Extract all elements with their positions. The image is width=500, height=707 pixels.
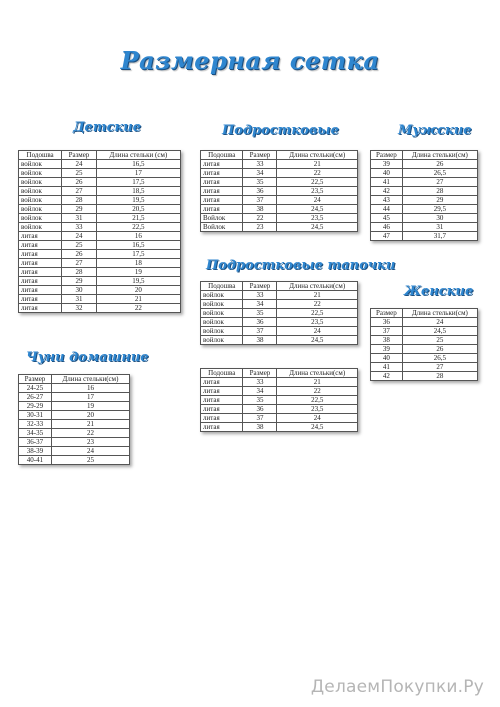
table-cell: 29 xyxy=(62,205,97,214)
table-cell: 20 xyxy=(51,411,129,420)
table-cell: 39 xyxy=(371,160,403,169)
table-row xyxy=(19,205,181,214)
table-cell: войлок xyxy=(19,169,62,178)
table-row xyxy=(371,187,478,196)
table-header-row xyxy=(201,369,358,378)
table-cell: 34 xyxy=(243,169,277,178)
section-title-men: Мужские xyxy=(398,123,472,138)
table-cell: литая xyxy=(19,304,62,313)
table-cell: Войлок xyxy=(201,214,243,223)
table-row xyxy=(371,160,478,169)
table-cell: 37 xyxy=(371,327,403,336)
table-row xyxy=(19,420,130,429)
table-cell: 29 xyxy=(402,196,477,205)
table-cell: 43 xyxy=(371,196,403,205)
table-cell: литая xyxy=(19,241,62,250)
table-cell: 22,5 xyxy=(277,309,358,318)
table-row xyxy=(201,387,358,396)
table-cell: 28 xyxy=(62,268,97,277)
women-table xyxy=(370,308,478,381)
table-cell: войлок xyxy=(201,300,243,309)
table-cell: 24 xyxy=(402,318,477,327)
table-cell: 24 xyxy=(62,160,97,169)
table-cell: литая xyxy=(201,196,243,205)
table-cell: 31 xyxy=(62,295,97,304)
table-cell: 18,5 xyxy=(96,187,180,196)
table-cell: 46 xyxy=(371,223,403,232)
table-row xyxy=(371,169,478,178)
section-title-teen-slippers: Подростковые тапочки xyxy=(206,258,396,273)
table-cell: 37 xyxy=(243,414,277,423)
table-cell: литая xyxy=(201,387,243,396)
table-row xyxy=(371,178,478,187)
table-cell: 26 xyxy=(62,178,97,187)
table-row xyxy=(19,384,130,393)
table-cell: 22 xyxy=(243,214,277,223)
table-row xyxy=(371,363,478,372)
table-cell: литая xyxy=(19,232,62,241)
table-cell: литая xyxy=(19,295,62,304)
table-cell: 24 xyxy=(277,196,358,205)
table-cell: 21 xyxy=(51,420,129,429)
table-cell: 26-27 xyxy=(19,393,52,402)
table-cell: войлок xyxy=(19,196,62,205)
table-cell: 20 xyxy=(96,286,180,295)
table-row xyxy=(19,169,181,178)
table-cell: 22 xyxy=(277,169,358,178)
table-cell: 21 xyxy=(96,295,180,304)
table-row xyxy=(19,402,130,411)
table-cell: 31 xyxy=(402,223,477,232)
table-row xyxy=(19,411,130,420)
table-cell: 29-29 xyxy=(19,402,52,411)
column-header: Размер xyxy=(19,375,52,384)
table-row xyxy=(371,327,478,336)
men-table xyxy=(370,150,478,241)
table-row xyxy=(201,318,358,327)
table-cell: Войлок xyxy=(201,223,243,232)
table-cell: 24,5 xyxy=(402,327,477,336)
table-cell: 31,7 xyxy=(402,232,477,241)
table-cell: 22 xyxy=(51,429,129,438)
table-cell: литая xyxy=(19,259,62,268)
table-cell: 42 xyxy=(371,372,403,381)
table-cell: 16 xyxy=(96,232,180,241)
table-header-row xyxy=(19,375,130,384)
section-title-teen: Подростковые xyxy=(222,123,339,138)
table-cell: 42 xyxy=(371,187,403,196)
table-cell: войлок xyxy=(201,336,243,345)
table-cell: 30 xyxy=(402,214,477,223)
table-cell: 41 xyxy=(371,363,403,372)
table-cell: 38 xyxy=(243,205,277,214)
column-header: Размер xyxy=(243,369,277,378)
table-cell: литая xyxy=(201,205,243,214)
table-header-row xyxy=(371,151,478,160)
table-cell: 29 xyxy=(62,277,97,286)
table-cell: 17 xyxy=(96,169,180,178)
table-cell: литая xyxy=(201,396,243,405)
table-cell: 23,5 xyxy=(277,214,358,223)
table-cell: 27 xyxy=(402,363,477,372)
table-cell: 40-41 xyxy=(19,456,52,465)
table-row xyxy=(19,250,181,259)
teen-slippers-felt-table xyxy=(200,281,358,345)
table-cell: литая xyxy=(201,160,243,169)
table-row xyxy=(371,223,478,232)
table-cell: 34 xyxy=(243,387,277,396)
table-cell: войлок xyxy=(19,223,62,232)
table-cell: 16,5 xyxy=(96,160,180,169)
table-row xyxy=(201,214,358,223)
table-cell: 32-33 xyxy=(19,420,52,429)
column-header: Размер xyxy=(62,151,97,160)
column-header: Длина стельки (см) xyxy=(96,151,180,160)
watermark: ДелаемПокупки.Ру xyxy=(310,677,484,697)
column-header: Подошва xyxy=(201,282,243,291)
table-row xyxy=(19,241,181,250)
table-cell: 33 xyxy=(243,291,277,300)
table-row xyxy=(19,259,181,268)
table-row xyxy=(201,187,358,196)
table-cell: 24 xyxy=(277,414,358,423)
table-cell: литая xyxy=(201,414,243,423)
teen-table xyxy=(200,150,358,232)
table-cell: 23,5 xyxy=(277,405,358,414)
table-cell: 23 xyxy=(51,438,129,447)
table-cell: 35 xyxy=(243,309,277,318)
table-cell: войлок xyxy=(19,178,62,187)
table-cell: 40 xyxy=(371,354,403,363)
table-cell: 22 xyxy=(96,304,180,313)
column-header: Размер xyxy=(243,151,277,160)
table-cell: литая xyxy=(19,268,62,277)
home-socks-table xyxy=(18,374,130,465)
table-row xyxy=(201,178,358,187)
table-cell: 25 xyxy=(51,456,129,465)
table-cell: войлок xyxy=(201,291,243,300)
table-row xyxy=(371,354,478,363)
table-cell: литая xyxy=(201,178,243,187)
table-row xyxy=(201,396,358,405)
table-row xyxy=(371,336,478,345)
page-title: Размерная сетка xyxy=(120,46,380,75)
table-row xyxy=(201,160,358,169)
table-cell: 28 xyxy=(402,187,477,196)
table-row xyxy=(19,268,181,277)
column-header: Длина стельки(см) xyxy=(277,282,358,291)
table-row xyxy=(201,300,358,309)
table-cell: войлок xyxy=(201,318,243,327)
table-cell: 22 xyxy=(277,387,358,396)
table-cell: 22,5 xyxy=(277,178,358,187)
table-cell: литая xyxy=(201,169,243,178)
table-cell: 38 xyxy=(371,336,403,345)
table-row xyxy=(19,438,130,447)
table-cell: 21 xyxy=(277,160,358,169)
column-header: Подошва xyxy=(201,151,243,160)
column-header: Длина стельки(см) xyxy=(51,375,129,384)
table-cell: литая xyxy=(201,405,243,414)
table-cell: 36-37 xyxy=(19,438,52,447)
table-cell: 36 xyxy=(243,318,277,327)
table-cell: войлок xyxy=(201,309,243,318)
table-cell: 24,5 xyxy=(277,336,358,345)
column-header: Длина стельки(см) xyxy=(402,309,477,318)
table-cell: 24 xyxy=(51,447,129,456)
table-cell: 25 xyxy=(62,241,97,250)
table-cell: войлок xyxy=(19,160,62,169)
table-cell: 34 xyxy=(243,300,277,309)
table-cell: 33 xyxy=(243,160,277,169)
table-cell: 23 xyxy=(243,223,277,232)
table-row xyxy=(19,286,181,295)
section-title-home-socks: Чуни домашние xyxy=(26,350,149,365)
column-header: Длина стельки(см) xyxy=(277,369,358,378)
table-cell: 24,5 xyxy=(277,223,358,232)
table-header-row xyxy=(371,309,478,318)
table-cell: 25 xyxy=(62,169,97,178)
table-cell: 26 xyxy=(402,345,477,354)
table-row xyxy=(371,196,478,205)
section-title-women: Женские xyxy=(404,284,474,299)
table-row xyxy=(371,205,478,214)
table-cell: 17 xyxy=(51,393,129,402)
column-header: Размер xyxy=(371,151,403,160)
table-row xyxy=(201,291,358,300)
table-cell: 36 xyxy=(243,405,277,414)
table-cell: 19,5 xyxy=(96,196,180,205)
table-cell: литая xyxy=(19,277,62,286)
table-cell: литая xyxy=(201,187,243,196)
table-cell: 45 xyxy=(371,214,403,223)
table-row xyxy=(201,309,358,318)
table-row xyxy=(19,187,181,196)
table-cell: 22,5 xyxy=(277,396,358,405)
table-row xyxy=(371,232,478,241)
column-header: Размер xyxy=(243,282,277,291)
teen-slippers-cast-table xyxy=(200,368,358,432)
table-cell: войлок xyxy=(19,205,62,214)
table-cell: 38-39 xyxy=(19,447,52,456)
table-cell: 24 xyxy=(277,327,358,336)
table-cell: литая xyxy=(201,378,243,387)
table-row xyxy=(201,205,358,214)
table-cell: 19,5 xyxy=(96,277,180,286)
table-row xyxy=(19,277,181,286)
table-cell: 36 xyxy=(371,318,403,327)
table-cell: 22 xyxy=(277,300,358,309)
table-row xyxy=(19,447,130,456)
table-row xyxy=(201,414,358,423)
table-cell: 24 xyxy=(62,232,97,241)
table-row xyxy=(19,223,181,232)
table-cell: 27 xyxy=(62,259,97,268)
table-cell: 27 xyxy=(402,178,477,187)
section-title-kids: Детские xyxy=(73,120,142,135)
table-cell: 19 xyxy=(51,402,129,411)
table-cell: 38 xyxy=(243,423,277,432)
table-row xyxy=(201,423,358,432)
table-cell: литая xyxy=(19,286,62,295)
table-cell: 36 xyxy=(243,187,277,196)
table-row xyxy=(201,378,358,387)
table-row xyxy=(201,405,358,414)
table-cell: 26 xyxy=(62,250,97,259)
table-cell: литая xyxy=(19,250,62,259)
table-cell: 27 xyxy=(62,187,97,196)
table-row xyxy=(201,223,358,232)
table-cell: 24-25 xyxy=(19,384,52,393)
table-cell: войлок xyxy=(19,214,62,223)
table-cell: 33 xyxy=(243,378,277,387)
table-header-row xyxy=(19,151,181,160)
table-cell: 29,5 xyxy=(402,205,477,214)
table-cell: литая xyxy=(201,423,243,432)
table-cell: 35 xyxy=(243,396,277,405)
table-cell: 19 xyxy=(96,268,180,277)
table-cell: 16 xyxy=(51,384,129,393)
table-row xyxy=(201,327,358,336)
table-cell: 22,5 xyxy=(96,223,180,232)
table-cell: войлок xyxy=(201,327,243,336)
table-row xyxy=(19,304,181,313)
table-cell: 37 xyxy=(243,196,277,205)
table-row xyxy=(19,456,130,465)
table-cell: 40 xyxy=(371,169,403,178)
table-header-row xyxy=(201,151,358,160)
table-cell: 35 xyxy=(243,178,277,187)
column-header: Длина стельки(см) xyxy=(402,151,477,160)
table-cell: 21,5 xyxy=(96,214,180,223)
table-row xyxy=(201,336,358,345)
table-cell: 21 xyxy=(277,378,358,387)
table-cell: 16,5 xyxy=(96,241,180,250)
column-header: Подошва xyxy=(201,369,243,378)
table-cell: 39 xyxy=(371,345,403,354)
table-cell: 20,5 xyxy=(96,205,180,214)
table-cell: 24,5 xyxy=(277,205,358,214)
table-row xyxy=(19,429,130,438)
column-header: Длина стельки(см) xyxy=(277,151,358,160)
column-header: Размер xyxy=(371,309,403,318)
table-cell: 23,5 xyxy=(277,318,358,327)
table-cell: 17,5 xyxy=(96,250,180,259)
table-cell: войлок xyxy=(19,187,62,196)
table-cell: 30 xyxy=(62,286,97,295)
table-cell: 24,5 xyxy=(277,423,358,432)
table-cell: 26 xyxy=(402,160,477,169)
table-cell: 38 xyxy=(243,336,277,345)
table-row xyxy=(371,214,478,223)
table-cell: 26,5 xyxy=(402,354,477,363)
table-cell: 33 xyxy=(62,223,97,232)
table-cell: 37 xyxy=(243,327,277,336)
table-cell: 18 xyxy=(96,259,180,268)
table-cell: 28 xyxy=(402,372,477,381)
table-cell: 31 xyxy=(62,214,97,223)
table-cell: 41 xyxy=(371,178,403,187)
table-row xyxy=(19,232,181,241)
table-cell: 17,5 xyxy=(96,178,180,187)
table-cell: 25 xyxy=(402,336,477,345)
kids-table xyxy=(18,150,181,313)
table-cell: 26,5 xyxy=(402,169,477,178)
table-row xyxy=(371,345,478,354)
table-row xyxy=(19,196,181,205)
table-cell: 21 xyxy=(277,291,358,300)
table-row xyxy=(201,196,358,205)
column-header: Подошва xyxy=(19,151,62,160)
table-cell: 28 xyxy=(62,196,97,205)
table-row xyxy=(19,160,181,169)
table-header-row xyxy=(201,282,358,291)
table-cell: 30-31 xyxy=(19,411,52,420)
table-row xyxy=(371,372,478,381)
table-cell: 32 xyxy=(62,304,97,313)
table-row xyxy=(19,178,181,187)
table-row xyxy=(19,214,181,223)
table-row xyxy=(371,318,478,327)
table-row xyxy=(201,169,358,178)
table-cell: 23,5 xyxy=(277,187,358,196)
table-row xyxy=(19,295,181,304)
table-cell: 44 xyxy=(371,205,403,214)
table-cell: 47 xyxy=(371,232,403,241)
table-cell: 34-35 xyxy=(19,429,52,438)
table-row xyxy=(19,393,130,402)
